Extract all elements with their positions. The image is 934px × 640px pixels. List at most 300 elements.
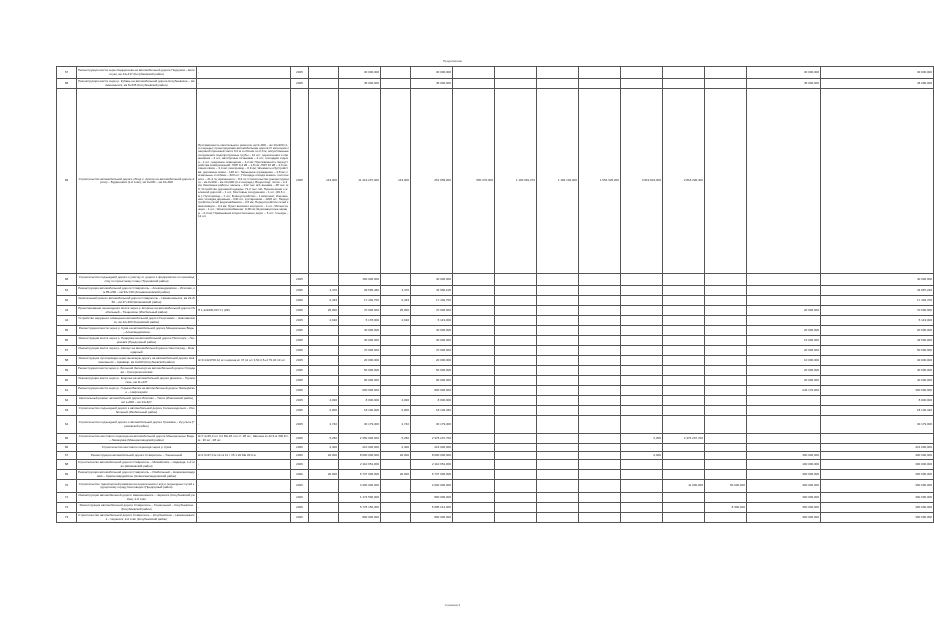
row-number-cell: 65 (57, 434, 77, 444)
capacity-plan-cell: 20,000 (381, 470, 411, 480)
capacity-km-cell (309, 336, 339, 346)
year-cell: 2025 (291, 89, 309, 274)
table-row (57, 336, 934, 346)
year-cell: 2026 (291, 452, 309, 460)
estimated-cost-cell: 6 737 000,000 (339, 470, 381, 480)
year-cell: 2026 (291, 480, 309, 493)
estimated-cost-cell: 40 000,000 (339, 326, 381, 336)
capacity-plan-cell (381, 356, 411, 366)
cost-2021-cell (453, 444, 495, 452)
cost-2021-cell (453, 480, 495, 493)
cost-2029-cell (821, 434, 934, 444)
cost-2028-cell: 300 000,000 (747, 503, 821, 513)
capacity-plan-cell (381, 346, 411, 356)
object-name-cell: Строительство автомобильной дороги Ставрополь – Кочубеевское – Невинномысск – Черкесск, 2-й этап (Кочубеевский район) (78, 513, 195, 521)
capacity-plan-cell: 20,000 (381, 452, 411, 460)
row-number-cell: 59 (57, 366, 77, 376)
cost-2024-cell (579, 366, 621, 376)
cost-2022-cell (495, 406, 537, 416)
capacity-km-cell (309, 274, 339, 286)
cost-total-cell: 2 000 000,000 (411, 480, 453, 493)
object-name-cell: Строительство мостового перехода на автомобильной дороге Минеральные Воды – Левокумка (Минераловодский район) (77, 434, 197, 444)
cost-2023-cell (537, 503, 579, 513)
cost-2022-cell (495, 480, 537, 493)
page-header: Продолжение (442, 59, 463, 63)
object-spec-cell: - (197, 460, 291, 470)
cost-2026-cell (663, 376, 705, 386)
cost-total-cell: 50 000,000 (411, 366, 453, 376)
cost-total-cell: 43 960,106 (411, 286, 453, 296)
cost-2028-cell: 20 000,000 (747, 366, 821, 376)
cost-2028-cell (747, 296, 821, 306)
cost-2024-cell (579, 79, 621, 89)
table-row (57, 434, 934, 444)
object-spec-cell: П 1,4х4000,00 П 1 (2Ф) (197, 306, 291, 316)
cost-2023-cell (537, 376, 579, 386)
cost-2026-cell (663, 67, 705, 79)
cost-2024-cell (579, 470, 621, 480)
row-number-cell: 68 (57, 79, 77, 89)
cost-2024-cell (579, 386, 621, 396)
cost-2024-cell (579, 396, 621, 406)
capacity-km-cell (309, 503, 339, 513)
cost-2025-cell (621, 79, 663, 89)
cost-2026-cell (663, 460, 705, 470)
cost-total-cell: 800 000,000 (411, 493, 453, 503)
cost-2026-cell (663, 346, 705, 356)
cost-2029-cell: 43 987,240 (821, 286, 934, 296)
object-spec-cell: - (197, 274, 291, 286)
table-row (57, 366, 934, 376)
cost-2028-cell (747, 434, 821, 444)
cost-2022-cell (495, 336, 537, 346)
object-spec-cell: - (197, 67, 291, 79)
capacity-km-cell: 2,400 (309, 444, 339, 452)
year-cell: 2025 (291, 376, 309, 386)
cost-2021-cell (453, 356, 495, 366)
cost-2026-cell (663, 286, 705, 296)
object-name-cell: Реконструкция моста через р. Кубань на автомобильной дороге Кочубеевское – Невинномысск, км 8+635 (Кочубеевский район) (78, 79, 195, 87)
cost-2028-cell: 300 000,000 (747, 470, 821, 480)
cost-2024-cell (579, 444, 621, 452)
projects-table (56, 66, 934, 523)
row-number-cell: 57 (57, 346, 77, 356)
cost-2026-cell (663, 366, 705, 376)
cost-2028-cell: 10 000,000 (747, 356, 821, 366)
object-name-cell: Реконструкция автомобильной дороги Невинномысск – Черкесск (Кочубеевский район), 2-й этап (78, 493, 195, 501)
capacity-km-cell (309, 79, 339, 89)
cost-2025-cell (621, 503, 663, 513)
cost-2026-cell (663, 444, 705, 452)
estimated-cost-cell: 160 000,000 (339, 274, 381, 286)
cost-2029-cell: 40 000,000 (821, 274, 934, 286)
cost-2027-cell (705, 67, 747, 79)
object-name-cell: Строительство подъездной дороги к автомобильной дороге Солнечнодольск – Изобильный (Изобильный район) (77, 406, 197, 416)
row-number-cell: 62 (57, 396, 77, 406)
cost-2024-cell: 1 054 325,000 (579, 89, 621, 274)
table-row (57, 346, 934, 356)
row-number-cell: 58 (57, 356, 77, 366)
cost-2025-cell (621, 346, 663, 356)
table-row (57, 376, 934, 386)
year-cell: 2025 (291, 434, 309, 444)
estimated-cost-cell: 70 000,000 (339, 306, 381, 316)
object-spec-cell: - (197, 444, 291, 452)
cost-2028-cell (747, 416, 821, 434)
table-row (57, 460, 934, 470)
cost-2028-cell: 20 000,000 (747, 326, 821, 336)
cost-2024-cell (579, 513, 621, 523)
table-row (57, 513, 934, 523)
cost-2024-cell (579, 306, 621, 316)
estimated-cost-cell: 30 179,000 (339, 416, 381, 434)
cost-2021-cell (453, 386, 495, 396)
capacity-km-cell (309, 356, 339, 366)
object-spec-cell: - (197, 493, 291, 503)
year-cell: 2025 (291, 416, 309, 434)
object-name-cell: Строительство мостового перехода через р. Кума (77, 444, 197, 452)
cost-2021-cell (453, 452, 495, 460)
object-name-cell: Реконструкция моста через р. Кума на автомобильной дороге Минеральные Воды – Александровское (77, 326, 197, 336)
cost-2025-cell (621, 444, 663, 452)
object-name-cell: Реконструкция автомобильной дороги Ставрополь – Александровское – Ипатово, км 85+200 – км 94+740 (Апанасенковский район) (78, 286, 195, 294)
capacity-plan-cell: 2,000 (381, 396, 411, 406)
capacity-km-cell (309, 493, 339, 503)
cost-total-cell: 800 000,000 (411, 513, 453, 523)
estimated-cost-cell: 18 100,000 (339, 406, 381, 416)
cost-2027-cell (705, 366, 747, 376)
cost-2029-cell: 49 500,000 (821, 336, 934, 346)
object-name-cell: Строительство автомобильной дороги Ставрополь – Михайловск – Надежда, 1-й этап (Шпаковский район) (78, 460, 196, 468)
cost-2023-cell (537, 326, 579, 336)
cost-2021-cell (453, 396, 495, 406)
cost-2027-cell (705, 406, 747, 416)
object-name-cell: Строительство подъездной дороги к участку от дороги к предприятию по производству по проектному плану (Труновский район) (77, 274, 197, 286)
cost-2022-cell (495, 493, 537, 503)
cost-2022-cell (495, 460, 537, 470)
cost-total-cell: 251 659,000 (411, 89, 453, 274)
cost-2023-cell (537, 67, 579, 79)
capacity-plan-cell: 25,000 (381, 306, 411, 316)
cost-2024-cell (579, 346, 621, 356)
cost-2021-cell (453, 346, 495, 356)
capacity-km-cell: 2,000 (309, 396, 339, 406)
cost-2023-cell (537, 316, 579, 326)
cost-2029-cell: 18 136,340 (821, 406, 934, 416)
cost-2024-cell (579, 503, 621, 513)
cost-2021-cell: 650 370,000 (453, 89, 495, 274)
cost-total-cell: 20 000,000 (411, 356, 453, 366)
estimated-cost-cell: 600 000,000 (339, 386, 381, 396)
cost-2025-cell (621, 336, 663, 346)
cost-2028-cell: 300 000,000 (747, 493, 821, 503)
object-spec-cell: - (197, 376, 291, 386)
row-number-cell: 67 (57, 67, 77, 79)
cost-2024-cell (579, 434, 621, 444)
table-row (57, 79, 934, 89)
cost-2026-cell (663, 79, 705, 89)
cost-2029-cell: 5 143,000 (821, 316, 934, 326)
object-spec-cell: - (197, 386, 291, 396)
cost-2021-cell (453, 336, 495, 346)
capacity-km-cell (309, 480, 339, 493)
cost-2023-cell (537, 434, 579, 444)
row-number-cell: 61 (57, 386, 77, 396)
cost-2028-cell (747, 274, 821, 286)
cost-2025-cell (621, 513, 663, 523)
row-number-cell: 64 (57, 416, 77, 434)
estimated-cost-cell: 70 000,000 (339, 346, 381, 356)
cost-2029-cell: 300 000,000 (821, 480, 934, 493)
cost-2026-cell (663, 503, 705, 513)
cost-total-cell: 30 000,000 (411, 67, 453, 79)
cost-2026-cell (663, 316, 705, 326)
table-row (57, 386, 934, 396)
cost-2023-cell (537, 416, 579, 434)
cost-2022-cell (495, 452, 537, 460)
cost-2027-cell (705, 444, 747, 452)
estimated-cost-cell: 1 173 590,000 (339, 493, 381, 503)
cost-2026-cell: 11 000,000 (663, 480, 705, 493)
cost-total-cell: 40 000,000 (411, 326, 453, 336)
capacity-plan-cell (381, 366, 411, 376)
cost-2029-cell: 40 000,000 (821, 356, 934, 366)
cost-2029-cell: 40 000,000 (821, 376, 934, 386)
cost-2026-cell (663, 470, 705, 480)
cost-2027-cell (705, 274, 747, 286)
capacity-plan-cell: 0,900 (381, 406, 411, 416)
row-number-cell: 44 (57, 316, 77, 326)
capacity-km-cell (309, 513, 339, 523)
cost-2028-cell: 30 000,000 (747, 67, 821, 79)
year-cell: 2025 (291, 326, 309, 336)
cost-2022-cell (495, 346, 537, 356)
cost-2023-cell (537, 286, 579, 296)
cost-2029-cell: 50 000,000 (821, 346, 934, 356)
capacity-plan-cell (381, 493, 411, 503)
cost-2028-cell: 20 000,000 (747, 346, 821, 356)
cost-total-cell: 6 737 000,000 (411, 470, 453, 480)
capacity-km-cell (309, 67, 339, 79)
cost-2023-cell (537, 296, 579, 306)
cost-2024-cell (579, 480, 621, 493)
cost-total-cell: 216 000,000 (411, 444, 453, 452)
cost-2021-cell (453, 503, 495, 513)
year-cell: 2025 (291, 396, 309, 406)
cost-2021-cell (453, 513, 495, 523)
row-number-cell: 68 (57, 460, 77, 470)
estimated-cost-cell: 90 000,000 (339, 376, 381, 386)
cost-total-cell: 90 000,000 (411, 376, 453, 386)
table-row (57, 470, 934, 480)
row-number-cell: 56 (57, 336, 77, 346)
object-spec-cell: - (197, 79, 291, 89)
cost-2022-cell (495, 274, 537, 286)
cost-2022-cell (495, 470, 537, 480)
capacity-plan-cell: 5,250 (381, 434, 411, 444)
capacity-plan-cell: 0,433 (381, 296, 411, 306)
cost-2025-cell (621, 316, 663, 326)
cost-2028-cell: 100 000,000 (747, 460, 821, 470)
cost-2027-cell (705, 336, 747, 346)
capacity-km-cell (309, 386, 339, 396)
cost-2021-cell (453, 460, 495, 470)
cost-2026-cell: 2 376 207,700 (663, 434, 705, 444)
cost-total-cell: 2 376 207,700 (411, 434, 453, 444)
cost-2028-cell (747, 89, 821, 274)
table-row (57, 316, 934, 326)
year-cell: 2025 (291, 67, 309, 79)
estimated-cost-cell: 2 350 000,000 (339, 434, 381, 444)
page-footer: страница 4 (444, 603, 461, 607)
cost-2022-cell (495, 316, 537, 326)
cost-2027-cell (705, 316, 747, 326)
capacity-plan-cell (381, 503, 411, 513)
cost-2026-cell (663, 406, 705, 416)
cost-2026-cell (663, 296, 705, 306)
table-row (57, 416, 934, 434)
cost-2027-cell (705, 79, 747, 89)
object-spec-cell: - (197, 503, 291, 513)
estimated-cost-cell: 50 000,000 (339, 366, 381, 376)
object-spec-cell: Протяжённость капитального ремонта: км 0+000 – км 10+900 (1-я очередь); проектируемая автомобильная дорога IV категории с шириной проезжей части 6,0 м и обочин по 2,0 м; искусственные сооружения: водопропускные трубы – 12 шт.; пересечения и примыкания – 4 шт.; автобусные остановки – 2 шт.; площадки отдыха – 1 шт.; наружное освещение – 1,2 км; Протяжённость переустройства коммуникаций: ЛЭП 0,4 кВ – 1,8 км; ЛЭП 10 кВ – 2,6 км; линии связи – 3,4 км; газопровод – 0,9 км; Элементы обустройства: дорожные знаки – 148 шт.; барьерное ограждение – 4,8 км; сигнальные столбики – 620 шт.; Площадь отвода земель: постоянного – 21,4 га; временного – 8,6 га; Строительство (реконструкция) – км 0+000 – км 10+900 (2-я очередь); Водоотвод: лотки – 2,3 км; Земляные работы: насыпь – 212 тыс. м3; выемка – 48 тыс. м3; Устройство дорожной одежды: 71,2 тыс. м2; Пересечение с железной дорогой – 1 шт.; Мостовые сооружения – 1 шт. (29,6 п.м.); Путепровод – 1 шт.; Благоустройство – 1 комплекс; Озеленение: посадка деревьев – 640 шт., кустарников – 1200 шт.; Переустройство сетей водоснабжения – 0,6 км; Переустройство сетей канализации – 0,4 км; Пункт весового контроля – 1 шт.; Метеостанция – 1 шт.; Электроснабжение: 0,48 км; Шумозащитные экраны – 0,3 км; Примыкания второстепенных дорог – 6 шт.; Съезды – 12 шт. (197, 89, 291, 274)
cost-2029-cell: 20 000,000 (821, 326, 934, 336)
cost-2028-cell: 300 000,000 (747, 480, 821, 493)
cost-2022-cell (495, 366, 537, 376)
table-row (57, 67, 934, 79)
row-number-cell: 73 (57, 513, 77, 523)
cost-2029-cell: 300 000,000 (821, 386, 934, 396)
capacity-km-cell: 0,433 (309, 296, 339, 306)
cost-2027-cell (705, 470, 747, 480)
row-number-cell: 66 (57, 444, 77, 452)
capacity-km-cell (309, 460, 339, 470)
cost-total-cell: 30 179,000 (411, 416, 453, 434)
row-number-cell: 55 (57, 326, 77, 336)
cost-2023-cell (537, 460, 579, 470)
capacity-plan-cell: 2,400 (381, 444, 411, 452)
capacity-km-cell (309, 366, 339, 376)
object-spec-cell: Н=1,5х37,0 м 14 ск 11 т 15 1 20 Мв 36,0 м (197, 452, 291, 460)
cost-2024-cell (579, 326, 621, 336)
cost-2021-cell (453, 316, 495, 326)
estimated-cost-cell: 2 110 651,000 (339, 460, 381, 470)
object-name-cell: Строительство подъездной дороги к автомобильной дороге Грачёвка – Кугульта (Грачёвский район) (77, 416, 197, 434)
year-cell: 2025 (291, 406, 309, 416)
estimated-cost-cell: 20 000,000 (339, 356, 381, 366)
cost-2025-cell (621, 274, 663, 286)
cost-2025-cell (621, 67, 663, 79)
row-number-cell: 72 (57, 503, 77, 513)
estimated-cost-cell: 5 776 150,000 (339, 503, 381, 513)
object-spec-cell: - (197, 406, 291, 416)
estimated-cost-cell: 8 000,000 (339, 396, 381, 406)
cost-total-cell: 8 000,000 (411, 396, 453, 406)
row-number-cell: 69 (57, 89, 77, 274)
cost-2026-cell (663, 452, 705, 460)
capacity-plan-cell (381, 376, 411, 386)
table-row (57, 326, 934, 336)
table-row (57, 396, 934, 406)
cost-2023-cell (537, 444, 579, 452)
capacity-km-cell (309, 376, 339, 386)
estimated-cost-cell: 11 419 297,000 (339, 89, 381, 274)
object-name-cell: Строительство транспортной развязки на пересечении с ж/д и подъездных путей к курортному городу Кисловодск (Предгорный район) (77, 480, 197, 493)
cost-2022-cell (495, 67, 537, 79)
cost-2028-cell (747, 396, 821, 406)
cost-2021-cell (453, 434, 495, 444)
capacity-plan-cell: 4,470 (381, 286, 411, 296)
object-spec-cell: Н=7,4х35,0 шт 3,2 Мв 26 тип ст. 28 шт.; Ширина кп 42,9 м 300,8 п.м.; 26 шт., 28 шт. (198, 434, 289, 442)
capacity-km-cell: 20,000 (309, 470, 339, 480)
capacity-plan-cell (381, 326, 411, 336)
cost-2026-cell (663, 274, 705, 286)
cost-2025-cell (621, 396, 663, 406)
cost-2022-cell (495, 444, 537, 452)
cost-2022-cell (495, 376, 537, 386)
object-name-cell: Капитальный ремонт автомобильной дороги Ставрополь – Невинномысск, км 23+560 – км 27+330 (Шпаковский район) (78, 296, 195, 304)
cost-2025-cell (621, 306, 663, 316)
capacity-km-cell: 143,000 (309, 89, 339, 274)
cost-2026-cell (663, 386, 705, 396)
cost-total-cell: 17 402,700 (411, 296, 453, 306)
year-cell: 2026 (291, 470, 309, 480)
cost-2021-cell (453, 416, 495, 434)
cost-2023-cell (537, 79, 579, 89)
cost-2029-cell: 300 000,000 (821, 513, 934, 523)
cost-2025-cell (621, 470, 663, 480)
cost-2029-cell: 30 179,000 (821, 416, 934, 434)
object-spec-cell: - (197, 513, 291, 523)
cost-2023-cell (537, 306, 579, 316)
cost-2027-cell (705, 306, 747, 316)
cost-2022-cell (495, 79, 537, 89)
cost-2021-cell (453, 296, 495, 306)
table-row (57, 306, 934, 316)
object-spec-cell: Н=0,14х3700,12 шт ширина кп 37,11 шт 3,53 2,5+4 79,40 13 шт (197, 356, 291, 366)
capacity-plan-cell (381, 513, 411, 523)
year-cell: 2025 (291, 306, 309, 316)
object-spec-cell: - (197, 326, 291, 336)
capacity-km-cell: 2,740 (309, 416, 339, 434)
cost-2025-cell (621, 366, 663, 376)
cost-total-cell: 800 000,000 (411, 386, 453, 396)
capacity-km-cell: 0,900 (309, 406, 339, 416)
cost-2022-cell (495, 416, 537, 434)
year-cell: 2026 (291, 513, 309, 523)
capacity-plan-cell (381, 67, 411, 79)
cost-2024-cell (579, 406, 621, 416)
cost-2029-cell: 17 402,700 (821, 296, 934, 306)
cost-2025-cell (621, 296, 663, 306)
cost-2026-cell (663, 306, 705, 316)
table-row (57, 286, 934, 296)
cost-2028-cell (747, 286, 821, 296)
object-spec-cell: - (197, 470, 291, 480)
object-name-cell: Капитальный ремонт автомобильной дороги Ипатово – Тахта (Ипатовский район), км 1+000 – км 13+627 (77, 396, 197, 406)
row-number-cell: 60 (57, 376, 77, 386)
cost-2029-cell: 300 000,000 (821, 493, 934, 503)
cost-total-cell: 8 000 000,000 (411, 452, 453, 460)
row-number-cell: 71 (57, 493, 77, 503)
estimated-cost-cell: 30 000,000 (339, 67, 381, 79)
capacity-plan-cell (381, 336, 411, 346)
row-number-cell: 63 (57, 406, 77, 416)
cost-2027-cell (705, 296, 747, 306)
cost-2024-cell (579, 460, 621, 470)
cost-total-cell: 45 000,000 (411, 79, 453, 89)
cost-2027-cell (705, 386, 747, 396)
